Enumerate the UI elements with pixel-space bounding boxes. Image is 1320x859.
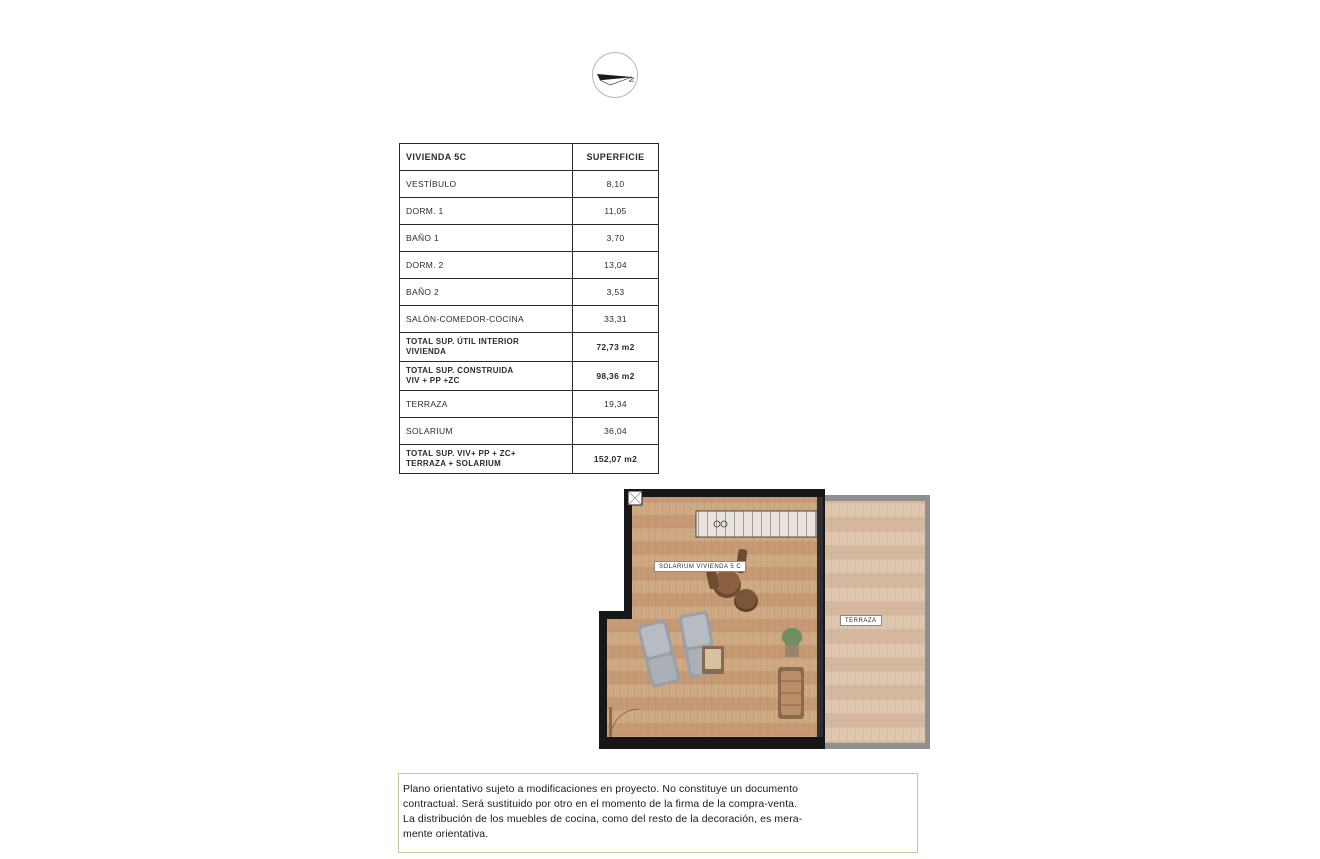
- row-label-line2: TERRAZA + SOLARIUM: [406, 459, 502, 468]
- row-label: DORM. 1: [400, 198, 573, 225]
- room-label-solarium: SOLARIUM VIVIENDA 5 C: [654, 561, 746, 572]
- row-label-line1: TOTAL SUP. CONSTRUIDA: [406, 366, 514, 375]
- row-value: 98,36 m2: [573, 362, 659, 391]
- row-label: [400, 445, 573, 474]
- row-label-line1: TOTAL SUP. ÚTIL INTERIOR: [406, 337, 520, 346]
- table-header-unit: VIVIENDA 5C: [400, 144, 573, 171]
- table-header-row: [400, 144, 659, 171]
- room-label-terraza: TERRAZA: [840, 615, 882, 626]
- row-label-line2: VIVIENDA: [406, 347, 447, 356]
- row-value: 33,31: [573, 306, 659, 333]
- dividing-wall: [817, 497, 823, 737]
- compass-ring: [592, 52, 638, 98]
- row-label: [400, 333, 573, 362]
- row-value: 36,04: [573, 418, 659, 445]
- disclaimer-line-2: contractual. Será sustituido por otro en el momento de la firma de la compra-venta.: [403, 798, 798, 810]
- row-value: 8,10: [573, 171, 659, 198]
- table-row: [400, 279, 659, 306]
- table-row: [400, 391, 659, 418]
- surface-area-table-body: [400, 144, 659, 474]
- row-label: BAÑO 2: [400, 279, 573, 306]
- table-row-total: [400, 333, 659, 362]
- row-label: VESTÍBULO: [400, 171, 573, 198]
- floor-plan: [599, 489, 930, 749]
- row-value: 13,04: [573, 252, 659, 279]
- disclaimer-line-3: La distribución de los muebles de cocina, como del resto de la decoración, es mera-: [403, 813, 803, 825]
- table-row: [400, 306, 659, 333]
- row-label: SOLARIUM: [400, 418, 573, 445]
- row-label: DORM. 2: [400, 252, 573, 279]
- row-label-line2: VIV + PP +ZC: [406, 376, 460, 385]
- surface-area-table: [399, 143, 659, 474]
- disclaimer-line-1: Plano orientativo sujeto a modificaciones en proyecto. No constituye un documento: [403, 783, 799, 795]
- table-row: [400, 198, 659, 225]
- row-label-line1: TOTAL SUP. VIV+ PP + ZC+: [406, 449, 516, 458]
- table-row-total: [400, 362, 659, 391]
- table-row: [400, 171, 659, 198]
- row-value: 3,70: [573, 225, 659, 252]
- row-value: 11,05: [573, 198, 659, 225]
- row-value: 72,73 m2: [573, 333, 659, 362]
- table-row: [400, 252, 659, 279]
- compass-rose: [592, 52, 642, 102]
- row-value: 3,53: [573, 279, 659, 306]
- table-header-surface: SUPERFICIE: [573, 144, 659, 171]
- plant-foliage: [782, 628, 802, 646]
- table-row: [400, 225, 659, 252]
- compass-north-label: N: [627, 76, 635, 83]
- stool-top: [735, 589, 757, 609]
- disclaimer-line-4: mente orientativa.: [403, 828, 489, 840]
- row-label: TERRAZA: [400, 391, 573, 418]
- row-value: 19,34: [573, 391, 659, 418]
- door-leaf: [609, 707, 612, 737]
- magazine: [705, 649, 721, 669]
- row-label: [400, 362, 573, 391]
- row-value: 152,07 m2: [573, 445, 659, 474]
- row-label: SALÓN-COMEDOR-COCINA: [400, 306, 573, 333]
- table-row: [400, 418, 659, 445]
- row-label: BAÑO 1: [400, 225, 573, 252]
- table-row-total: [400, 445, 659, 474]
- disclaimer-box: [398, 773, 918, 853]
